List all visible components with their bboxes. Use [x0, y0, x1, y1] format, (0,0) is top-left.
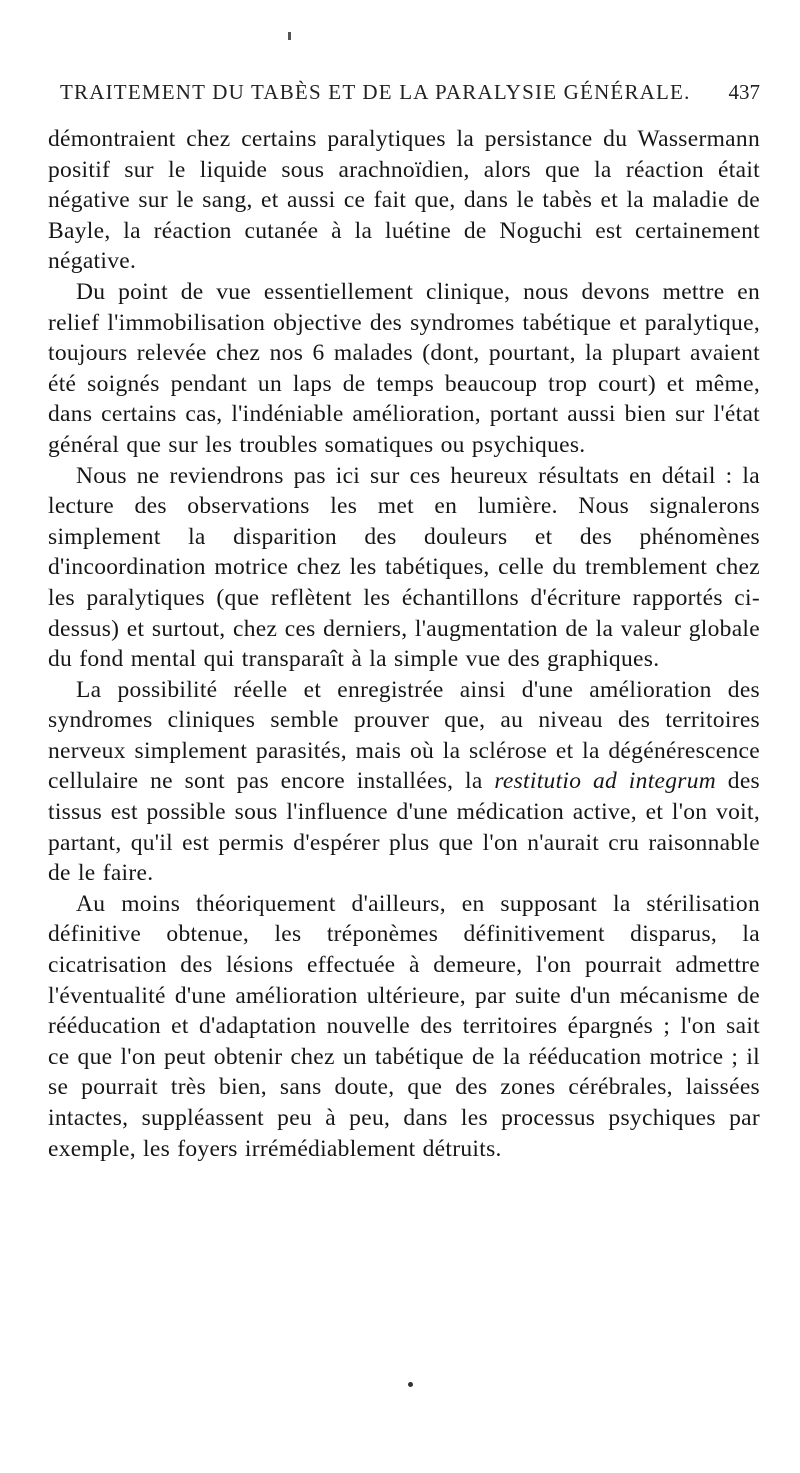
paragraph-5: Au moins théoriquement d'ailleurs, en supposant la stérilisation définitive obtenue, les tréponèmes définitivement disparus, la cicatrisation des lésions effectuée à demeure, l'on pourrait admettre l'éventualité d'une amélioration ultérieure, par suite d'un mécanisme de rééducation et d'adaptation nouvelle des territoires épargnés ; l'on sait ce que l'on peut obtenir chez un tabétique de la rééducation motrice ; il se pourrait très bien, sans doute, que des zones cérébrales, laissées intactes, suppléassent peu à peu, dans les processus psychiques par exemple, les foyers irrémédiablement détruits. — [48, 890, 760, 1162]
paragraph-2: Du point de vue essentiellement clinique, nous devons mettre en relief l'immobilisation objective des syndromes tabétique et paralytique, toujours relevée chez nos 6 malades (dont, pourtant, la plupart avaient été soignés pendant un laps de temps beaucoup trop court) et même, dans certains cas, l'indéniable amélioration, portant aussi bien sur l'état général que sur les troubles somatiques ou psychiques. — [48, 278, 760, 458]
page-number: 437 — [728, 80, 760, 104]
page-speck-mark — [288, 32, 291, 40]
paragraph-1: démontraient chez certains paralytiques la persistance du Wassermann positif sur le liquide sous arachnoïdien, alors que la réaction était négative sur le sang, et aussi ce fait que, dans le tabès et la maladie de Bayle, la réaction cutanée à la luétine de Noguchi est certainement négative. — [48, 126, 760, 275]
paragraph-4-italic-phrase: restitutio ad integrum — [494, 768, 717, 795]
footer-dot-mark — [408, 1382, 413, 1387]
body-text — [48, 124, 760, 1164]
running-header — [60, 80, 760, 110]
paragraph-4-text-after: des tissus est possible sous l'influence d'une médication active, et l'on voit, partant, qu'il est permis d'espérer plus que l'on n'aurait cru raisonnable de le faire. — [48, 768, 761, 887]
running-title: TRAITEMENT DU TABÈS ET DE LA PARALYSIE GÉNÉRALE. — [60, 80, 691, 104]
paragraph-4-text-before: La possibilité réelle et enregistrée ainsi d'une amélioration des syndromes cliniques semble prouver que, au niveau des territoires nerveux simplement parasités, mais où la sclérose et la dégénérescence cellulaire ne sont pas encore installées, la — [48, 676, 760, 795]
paragraph-4 — [48, 675, 760, 889]
paragraph-3: Nous ne reviendrons pas ici sur ces heureux résultats en détail : la lecture des observations les met en lumière. Nous signalerons simplement la disparition des douleurs et des phénomènes d'incoordination motrice chez les tabétiques, celle du tremblement chez les paralytiques (que reflètent les échantillons d'écriture rapportés ci-dessus) et surtout, chez ces derniers, l'augmentation de la valeur globale du fond mental qui transparaît à la simple vue des graphiques. — [48, 462, 760, 673]
